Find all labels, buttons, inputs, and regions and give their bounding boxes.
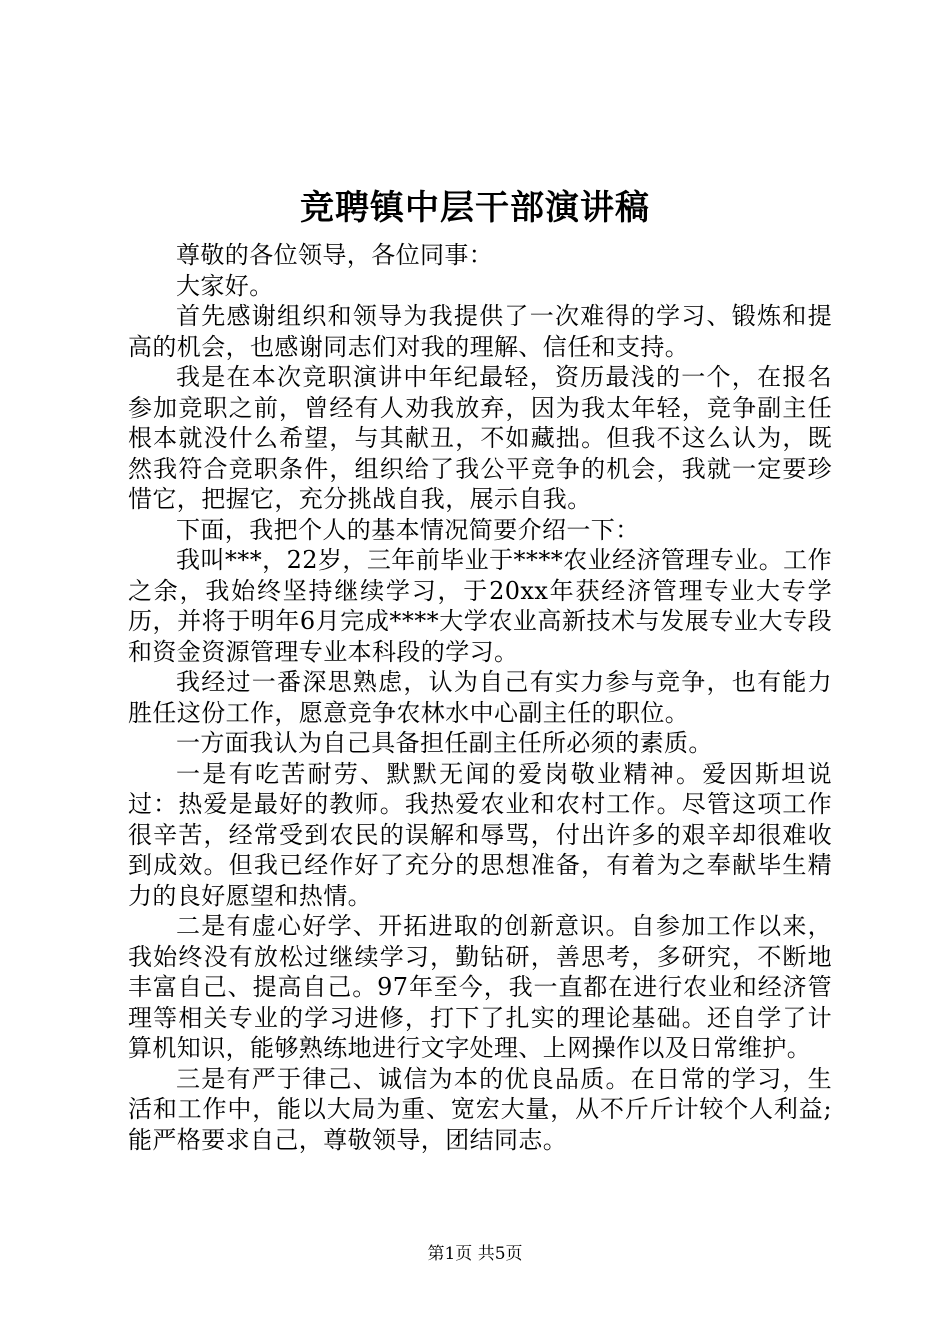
- paragraph-quality-two: 二是有虚心好学、开拓进取的创新意识。自参加工作以来，我始终没有放松过继续学习，勤钻研，善思考，多研究，不断地丰富自己、提高自己。97年至今，我一直都在进行农业和经济管理等相关专业的学习进修，打下了扎实的理论基础。还自学了计算机知识，能够熟练地进行文字处理、上网操作以及日常维护。: [128, 912, 832, 1062]
- paragraph-thanks: 首先感谢组织和领导为我提供了一次难得的学习、锻炼和提高的机会，也感谢同志们对我的理解、信任和支持。: [128, 302, 832, 361]
- paragraph-qualities-intro: 一方面我认为自己具备担任副主任所必须的素质。: [176, 729, 713, 757]
- paragraph-motivation: 我是在本次竞职演讲中年纪最轻，资历最浅的一个，在报名参加竞职之前，曾经有人劝我放弃，因为我太年轻，竞争副主任根本就没什么希望，与其献丑，不如藏拙。但我不这么认为，既然我符合竞职条件，组织给了我公平竞争的机会，我就一定要珍惜它，把握它，充分挑战自我，展示自我。: [128, 363, 832, 513]
- paragraph-intro: 下面，我把个人的基本情况简要介绍一下：: [176, 515, 640, 544]
- paragraph-salutation: 尊敬的各位领导，各位同事：: [176, 241, 494, 269]
- paragraph-quality-one: 一是有吃苦耐劳、默默无闻的爱岗敬业精神。爱因斯坦说过：热爱是最好的教师。我热爱农业和农村工作。尽管这项工作很辛苦，经常受到农民的误解和辱骂，付出许多的艰辛却很难收到成效。但我已经作好了充分的思想准备，有着为之奉献毕生精力的良好愿望和热情。: [128, 759, 832, 910]
- paragraph-greeting: 大家好。: [176, 271, 274, 300]
- document-title: 竞聘镇中层干部演讲稿: [300, 188, 650, 228]
- paragraph-decision: 我经过一番深思熟虑，认为自己有实力参与竞争，也有能力胜任这份工作，愿意竞争农林水中心副主任的职位。: [128, 668, 832, 727]
- paragraph-background: 我叫***，22岁，三年前毕业于****农业经济管理专业。工作之余，我始终坚持继续学习，于20xx年获经济管理专业大专学历，并将于明年6月完成****大学农业高新技术与发展专业大专段和资金资源管理专业本科段的学习。: [128, 546, 832, 666]
- document-body: [128, 240, 832, 1155]
- page-footer: 第1页 共5页: [427, 1244, 523, 1264]
- paragraph-quality-three: 三是有严于律己、诚信为本的优良品质。在日常的学习，生活和工作中，能以大局为重、宽宏大量，从不斤斤计较个人利益;能严格要求自己，尊敬领导，团结同志。: [128, 1064, 832, 1154]
